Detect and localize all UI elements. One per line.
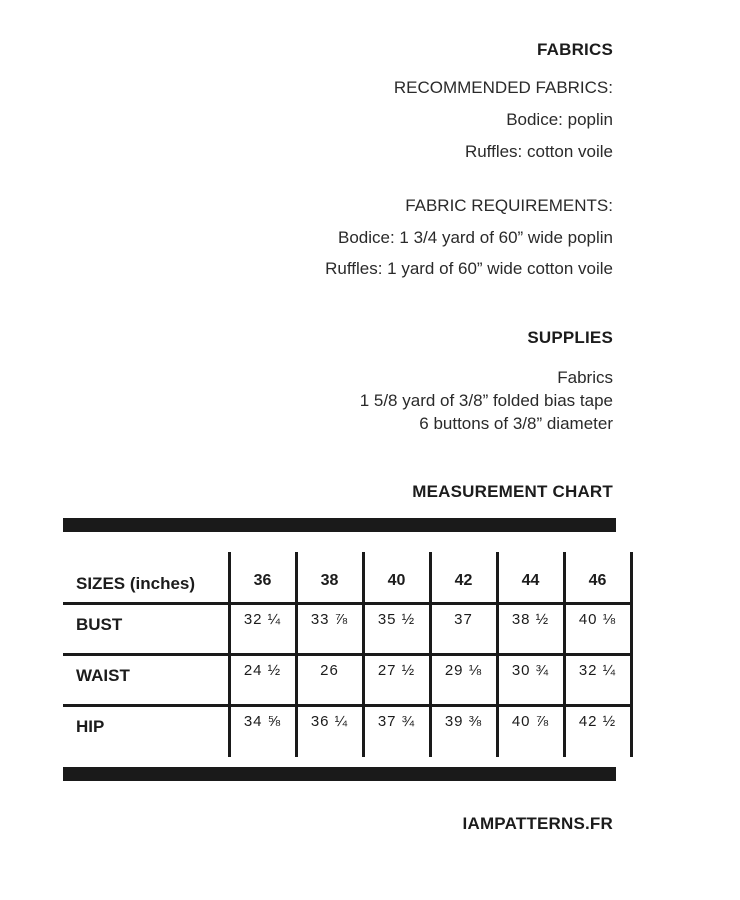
size-header: 46 [564,552,631,604]
row-label-hip: HIP [76,717,105,736]
table-cell: 29 ⅛ [430,655,497,706]
size-header: 44 [497,552,564,604]
table-cell: 32 ¼ [564,655,631,706]
top-divider-bar [63,518,616,532]
recommended-bodice: Bodice: poplin [506,110,613,129]
table-cell: 37 ¾ [363,706,430,758]
table-cell: 30 ¾ [497,655,564,706]
table-header-row [63,552,631,604]
table-cell: 40 ⅛ [564,604,631,655]
sizes-label: SIZES (inches) [63,552,229,604]
table-cell: 34 ⅝ [229,706,296,758]
table-cell: 40 ⅞ [497,706,564,758]
table-cell: 35 ½ [363,604,430,655]
website-link[interactable]: IAMPATTERNS.FR [462,814,613,833]
size-header: 36 [229,552,296,604]
requirement-bodice: Bodice: 1 3/4 yard of 60” wide poplin [337,228,613,247]
table-cell: 33 ⅞ [296,604,363,655]
supply-item: Fabrics [557,368,613,387]
table-row [63,706,631,758]
measurement-table [63,552,633,757]
table-row [63,655,631,706]
table-cell: 36 ¼ [296,706,363,758]
size-header: 38 [296,552,363,604]
table-cell: 32 ¼ [229,604,296,655]
table-cell: 37 [430,604,497,655]
table-cell: 42 ½ [564,706,631,758]
supply-item: 6 buttons of 3/8” diameter [419,414,613,433]
table-row [63,604,631,655]
table-cell: 24 ½ [229,655,296,706]
table-cell: 39 ⅜ [430,706,497,758]
row-label-bust: BUST [63,604,229,655]
bottom-divider-bar [63,767,616,781]
table-cell: 38 ½ [497,604,564,655]
requirement-ruffles: Ruffles: 1 yard of 60” wide cotton voile [325,259,613,278]
table-cell: 26 [296,655,363,706]
recommended-ruffles: Ruffles: cotton voile [464,142,613,161]
recommended-fabrics-title: RECOMMENDED FABRICS: [393,78,613,97]
supply-item: 1 5/8 yard of 3/8” folded bias tape [359,391,613,410]
fabrics-heading: FABRICS [536,40,613,59]
size-header: 42 [430,552,497,604]
measurement-chart-heading: MEASUREMENT CHART [412,482,613,501]
fabric-requirements-title: FABRIC REQUIREMENTS: [405,196,613,215]
size-header: 40 [363,552,430,604]
table-cell: 27 ½ [363,655,430,706]
row-label-waist: WAIST [63,655,229,706]
supplies-heading: SUPPLIES [527,328,613,347]
